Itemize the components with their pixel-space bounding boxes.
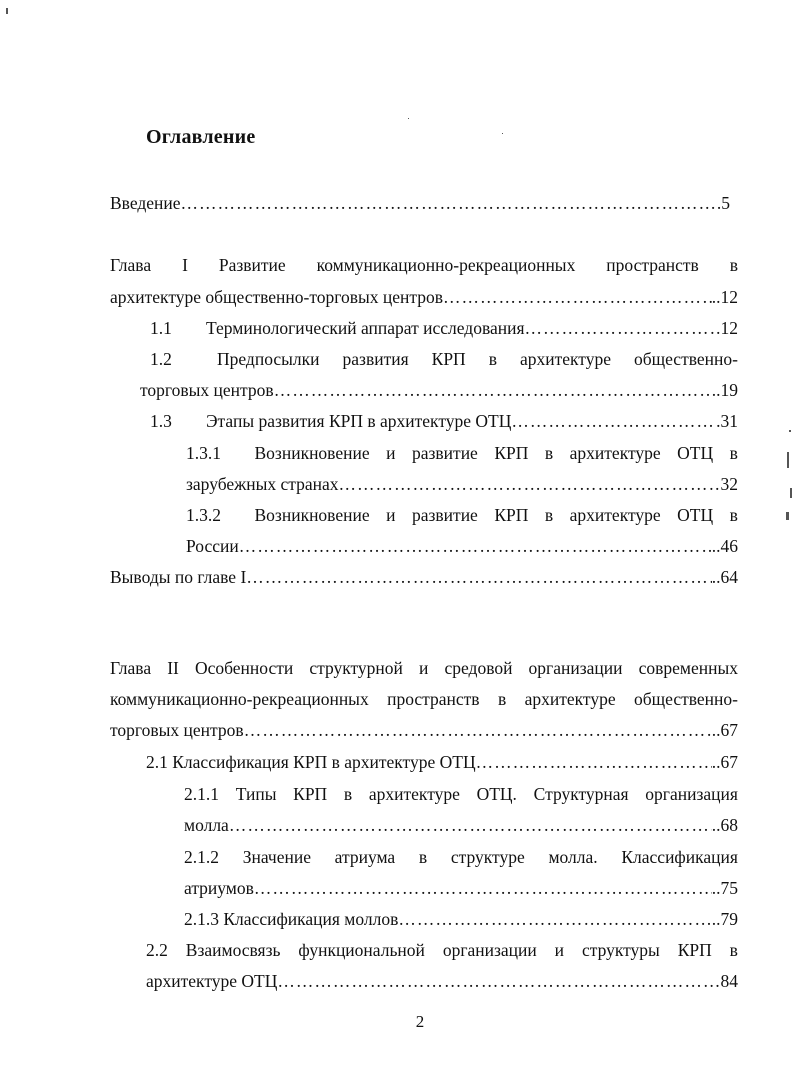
word: развития: [342, 349, 409, 369]
word: организации: [442, 940, 537, 960]
word: в: [544, 505, 554, 525]
word: архитектуре: [368, 784, 460, 804]
dot-leader: [398, 908, 711, 930]
word: ОТЦ: [677, 505, 714, 525]
toc-chapter1-title-line1[interactable]: [110, 254, 738, 276]
toc-entry-page: ..12: [711, 287, 738, 307]
toc-entry-1-2-line2[interactable]: [140, 379, 738, 401]
toc-entry-page: ..68: [711, 815, 738, 835]
toc-chapter2-title-line2[interactable]: [110, 688, 738, 710]
toc-entry-text: 2.1 Классификация КРП в архитектуре ОТЦ: [146, 752, 476, 772]
word: молла.: [548, 847, 598, 867]
section-number: 1.3.2: [186, 505, 221, 525]
toc-entry-2-1-2-line2[interactable]: [184, 877, 738, 899]
toc-entry-text: Введение: [110, 193, 181, 213]
word: пространств: [387, 689, 480, 709]
toc-entry-page: ..64: [711, 567, 738, 587]
word: функциональной: [298, 940, 425, 960]
toc-entry-intro[interactable]: [110, 192, 730, 214]
scan-speck: [786, 512, 789, 520]
word: I: [182, 255, 188, 275]
word: Возникновение: [254, 505, 370, 525]
word: организации: [528, 658, 623, 678]
word: Взаимосвязь: [185, 940, 281, 960]
word: развитие: [411, 505, 478, 525]
word: Возникновение: [254, 443, 370, 463]
toc-entry-page: 32: [720, 474, 738, 494]
scan-speck: [790, 488, 792, 498]
toc-heading: Оглавление: [146, 126, 256, 148]
word: коммуникационно-рекреационных: [110, 689, 369, 709]
word: Типы: [235, 784, 277, 804]
toc-entry-1-3-1-line2[interactable]: [186, 473, 738, 495]
word: II: [167, 658, 179, 678]
toc-entry-text: зарубежных странах: [186, 474, 339, 494]
word: и: [386, 443, 396, 463]
dot-leader: [239, 535, 712, 557]
dot-leader: [443, 286, 712, 308]
scan-speck: [789, 430, 791, 432]
word: и: [386, 505, 396, 525]
word: в: [544, 443, 554, 463]
toc-entry-1-3-1-line1[interactable]: [186, 442, 738, 464]
toc-entry-page: ..79: [711, 909, 738, 929]
toc-entry-text: атриумов: [184, 878, 254, 898]
word: и: [419, 658, 429, 678]
dot-leader: [525, 317, 721, 339]
word: и: [554, 940, 565, 960]
dot-leader: [244, 719, 712, 741]
word: развитие: [411, 443, 478, 463]
toc-entry-text: Терминологический аппарат исследования: [206, 318, 525, 338]
word: в: [729, 505, 738, 525]
scan-speck: [6, 8, 8, 14]
dot-leader: [254, 877, 712, 899]
dot-leader: [511, 410, 716, 432]
word: современных: [638, 658, 738, 678]
toc-entry-2-1-1-line1[interactable]: [184, 783, 738, 805]
word: коммуникационно-рекреационных: [316, 255, 576, 275]
dot-leader: [274, 379, 712, 401]
section-number: 1.1: [150, 318, 172, 338]
word: КРП: [431, 349, 466, 369]
word: Глава: [110, 658, 152, 678]
word: архитектуре: [519, 349, 611, 369]
word: ОТЦ.: [476, 784, 517, 804]
word: в: [729, 443, 738, 463]
section-number: 1.3: [150, 411, 172, 431]
toc-entry-2-1-2-line1[interactable]: [184, 846, 738, 868]
toc-entry-1-2-line1[interactable]: [150, 348, 738, 370]
word: средовой: [444, 658, 513, 678]
toc-entry-page: ..67: [711, 752, 738, 772]
word: в: [343, 784, 353, 804]
dot-leader: [277, 970, 720, 992]
section-number: 1.3.1: [186, 443, 221, 463]
toc-entry-1-1[interactable]: [150, 317, 738, 339]
toc-entry-text: Этапы развития КРП в архитектуре ОТЦ: [206, 411, 512, 431]
scan-speck: [787, 452, 789, 468]
word: архитектуре: [524, 689, 616, 709]
dot-leader: [181, 192, 717, 214]
toc-entry-text: торговых центров: [140, 380, 274, 400]
toc-entry-text: архитектуре общественно-торговых центров: [110, 287, 444, 307]
word: в: [488, 349, 497, 369]
word: Классификация: [621, 847, 738, 867]
word: 2.1.2: [184, 847, 219, 867]
word: архитектуре: [569, 505, 661, 525]
word: КРП: [293, 784, 328, 804]
toc-chapter2-title-line1[interactable]: [110, 657, 738, 679]
toc-entry-1-3-2-line1[interactable]: [186, 504, 738, 526]
toc-entry-2-1-3[interactable]: [184, 908, 738, 930]
toc-entry-page: 12: [720, 318, 738, 338]
word: архитектуре: [569, 443, 661, 463]
toc-entry-2-1[interactable]: [146, 751, 738, 773]
word: структурной: [309, 658, 403, 678]
word: Глава: [110, 255, 152, 275]
dot-leader: [476, 751, 712, 773]
word: КРП: [677, 940, 712, 960]
scan-speck: [408, 118, 409, 119]
toc-entry-text: торговых центров: [110, 720, 244, 740]
word: в: [729, 940, 738, 960]
toc-entry-text: Выводы по главе I: [110, 567, 247, 587]
word: в: [418, 847, 428, 867]
word: структуры: [581, 940, 660, 960]
word: организация: [645, 784, 738, 804]
toc-entry-page: ..75: [711, 878, 738, 898]
toc-entry-text: архитектуре ОТЦ: [146, 971, 278, 991]
word: в: [497, 689, 507, 709]
toc-entry-text: молла: [184, 815, 229, 835]
page-number: 2: [415, 1012, 425, 1031]
dot-leader: [229, 814, 712, 836]
toc-entry-chapter1-conclusions[interactable]: [110, 566, 738, 588]
word: Особенности: [194, 658, 294, 678]
toc-chapter1-title-line2[interactable]: [110, 286, 738, 308]
word: структуре: [450, 847, 525, 867]
toc-entry-page: 84: [720, 971, 738, 991]
dot-leader: [339, 473, 721, 495]
toc-chapter2-title-line3[interactable]: [110, 719, 738, 741]
toc-entry-2-2-line2[interactable]: [146, 970, 738, 992]
word: Значение: [242, 847, 311, 867]
dot-leader: [246, 566, 711, 588]
toc-entry-page: .31: [716, 411, 738, 431]
word: Развитие: [218, 255, 286, 275]
section-number: 1.2: [150, 349, 172, 369]
word: КРП: [494, 443, 529, 463]
scan-speck: [502, 133, 503, 134]
toc-entry-1-3-2-line2[interactable]: [186, 535, 738, 557]
word: Структурная: [533, 784, 629, 804]
toc-entry-2-2-line1[interactable]: [146, 939, 738, 961]
toc-entry-page: ..19: [711, 380, 738, 400]
word: в: [729, 255, 738, 275]
word: 2.1.1: [184, 784, 219, 804]
word: 2.2: [146, 940, 168, 960]
word: общественно-: [633, 349, 738, 369]
word: атриума: [334, 847, 396, 867]
word: КРП: [494, 505, 529, 525]
toc-entry-page: .5: [716, 193, 730, 213]
word: Предпосылки: [217, 349, 320, 369]
toc-entry-2-1-1-line2[interactable]: [184, 814, 738, 836]
word: ОТЦ: [677, 443, 714, 463]
toc-entry-text: 2.1.3 Классификация моллов: [184, 909, 399, 929]
toc-entry-text: России: [186, 536, 239, 556]
word: общественно-: [633, 689, 738, 709]
word: пространств: [606, 255, 699, 275]
toc-entry-page: ..46: [711, 536, 738, 556]
toc-entry-page: ..67: [711, 720, 738, 740]
toc-entry-1-3[interactable]: [150, 410, 738, 432]
